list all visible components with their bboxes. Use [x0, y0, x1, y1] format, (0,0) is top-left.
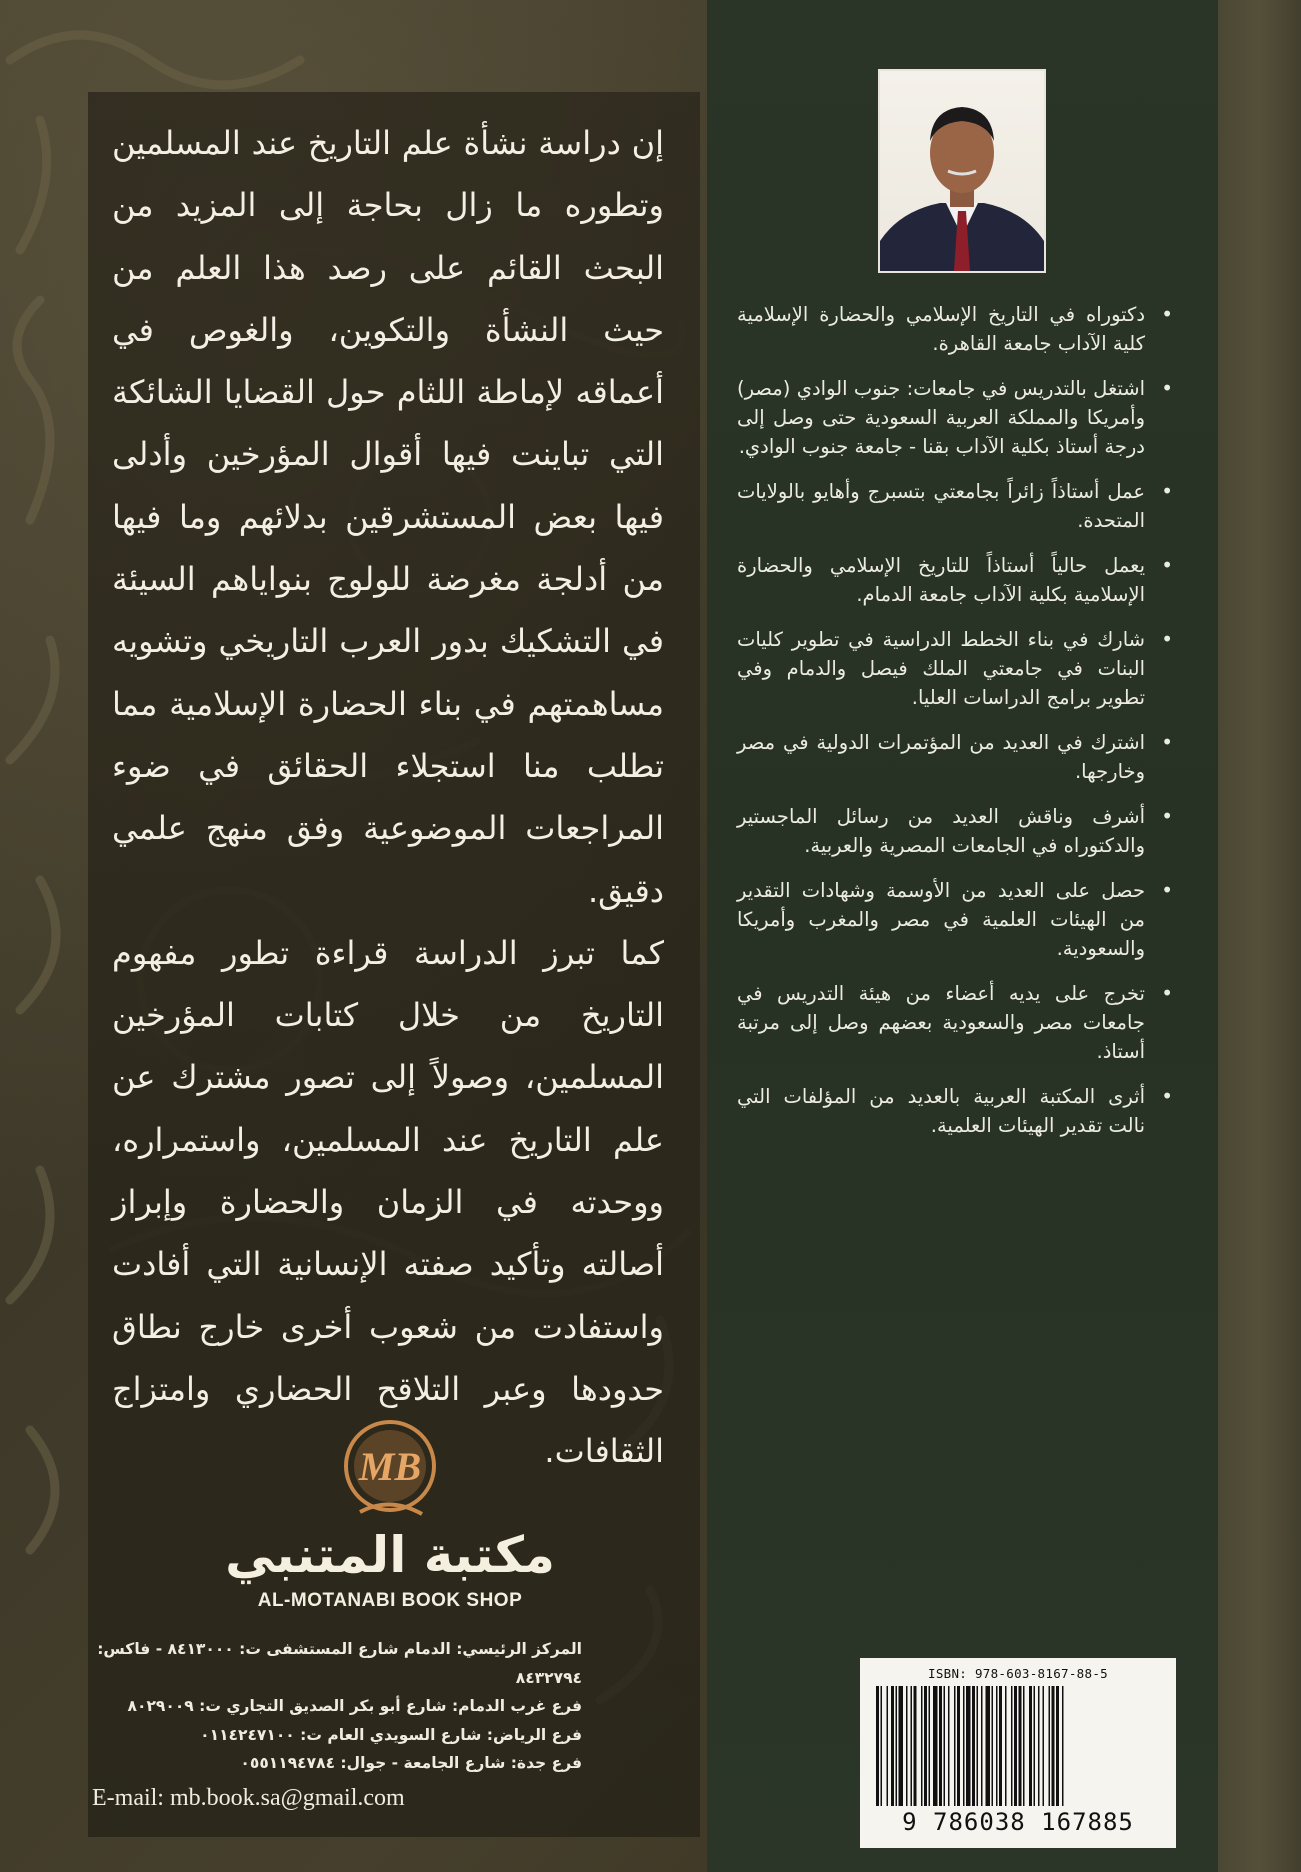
barcode-bar [1011, 1686, 1013, 1806]
bio-item [737, 551, 1177, 609]
publisher-email: E-mail: mb.book.sa@gmail.com [92, 1785, 405, 1811]
bio-item [737, 374, 1177, 461]
bio-item [737, 802, 1177, 860]
bio-item [737, 1082, 1177, 1140]
barcode-bar [1043, 1686, 1045, 1806]
barcode-bar [1056, 1686, 1059, 1806]
bio-item [737, 477, 1177, 535]
barcode-bar [1052, 1686, 1055, 1806]
bio-item-text: اشترك في العديد من المؤتمرات الدولية في مصر وخارجها. [737, 731, 1145, 783]
barcode-bar [1029, 1686, 1032, 1806]
publisher-name-arabic: مكتبة المتنبي [225, 1526, 555, 1584]
bullet-icon: • [1161, 553, 1173, 577]
barcode-bar [957, 1686, 960, 1806]
barcode-bar [881, 1686, 883, 1806]
bullet-icon: • [1161, 981, 1173, 1005]
barcode-bar [1049, 1686, 1051, 1806]
address-line: فرع غرب الدمام: شارع أبو بكر الصديق التجاري ت: ٨٠٢٩٠٠٩ [127, 1697, 582, 1715]
barcode-bar [1062, 1686, 1064, 1806]
bio-item-text: شارك في بناء الخطط الدراسية في تطوير كليات البنات في جامعتي الملك فيصل والدمام وفي تطوير برامج الدراسات العليا. [737, 628, 1145, 709]
barcode-bar [999, 1686, 1002, 1806]
publisher-addresses [92, 1635, 582, 1778]
bio-item-text: أشرف وناقش العديد من رسائل الماجستير والدكتوراه في الجامعات المصرية والعربية. [737, 805, 1145, 857]
barcode-number: 9 786038 167885 [902, 1808, 1134, 1836]
bullet-icon: • [1161, 627, 1173, 651]
bio-item-text: عمل أستاذاً زائراً بجامعتي بتسبرج وأهايو بالولايات المتحدة. [737, 480, 1145, 532]
bullet-icon: • [1161, 479, 1173, 503]
author-photo [878, 69, 1046, 273]
bullet-icon: • [1161, 1084, 1173, 1108]
barcode-bar [963, 1686, 965, 1806]
barcode-icon [872, 1686, 1164, 1808]
author-bio-list [737, 300, 1177, 1156]
barcode-bar [896, 1686, 898, 1806]
blurb-paragraph-1: إن دراسة نشأة علم التاريخ عند المسلمين وتطوره ما زال بحاجة إلى المزيد من البحث القائم على رصد هذا العلم من حيث النشأة والتكوين، والغوص في أعماقه لإماطة اللثام حول القضايا الشائكة التي تباينت فيها أقوال المؤرخين وأدلى فيها بعض المستشرقين بدلائهم وما فيها من أدلجة مغرضة للولوج بنواياهم السيئة في التشكيك بدور العرب التاريخي وتشويه مساهمتهم في بناء الحضارة الإسلامية مما تطلب منا استجلاء الحقائق في ضوء المراجعات الموضوعية وفق منهج علمي دقيق. [112, 124, 664, 910]
bio-item-text: تخرج على يديه أعضاء من هيئة التدريس في جامعات مصر والسعودية بعضهم وصل إلى مرتبة أستاذ. [737, 982, 1145, 1063]
address-line: فرع جدة: شارع الجامعة - جوال: ٠٥٥١١٩٤٧٨٤ [240, 1754, 582, 1772]
barcode-bar [876, 1686, 879, 1806]
barcode-bar [992, 1686, 994, 1806]
logo-letters: MB [358, 1444, 422, 1489]
barcode-bar [887, 1686, 889, 1806]
bio-item-text: حصل على العديد من الأوسمة وشهادات التقدير من الهيئات العلمية في مصر والمغرب وأمريكا والسعودية. [737, 879, 1145, 960]
barcode-bar [1014, 1686, 1017, 1806]
barcode-bar [1034, 1686, 1036, 1806]
barcode-bar [899, 1686, 904, 1806]
barcode-bar [981, 1686, 983, 1806]
bullet-icon: • [1161, 804, 1173, 828]
barcode-bar [996, 1686, 998, 1806]
bullet-icon: • [1161, 376, 1173, 400]
author-portrait-image [880, 71, 1044, 271]
bullet-icon: • [1161, 878, 1173, 902]
bio-item-text: دكتوراه في التاريخ الإسلامي والحضارة الإسلامية كلية الآداب جامعة القاهرة. [737, 303, 1145, 355]
bullet-icon: • [1161, 730, 1173, 754]
barcode-bar [1005, 1686, 1007, 1806]
barcode-bar [911, 1686, 913, 1806]
barcode-bar [1023, 1686, 1025, 1806]
barcode-bar [914, 1686, 917, 1806]
barcode-bar [933, 1686, 938, 1806]
barcode-bar [944, 1686, 946, 1806]
barcode-bar [939, 1686, 942, 1806]
barcode-bar [1019, 1686, 1022, 1806]
bio-item [737, 876, 1177, 963]
address-line: فرع الرياض: شارع السويدي العام ت: ٠١١٤٢٤٧١٠٠ [200, 1725, 582, 1744]
bio-item-text: اشتغل بالتدريس في جامعات: جنوب الوادي (مصر) وأمريكا والمملكة العربية السعودية حتى وصل إلى درجة أستاذ بكلية الآداب بقنا - جامعة جنوب الوادي. [737, 377, 1145, 458]
bullet-icon: • [1161, 302, 1173, 326]
barcode-bar [986, 1686, 991, 1806]
publisher-logo-icon [330, 1416, 450, 1526]
blurb-paragraph-2: كما تبرز الدراسة قراءة تطور مفهوم التاريخ من خلال كتابات المؤرخين المسلمين، وصولاً إلى تصور مشترك عن علم التاريخ عند المسلمين، واستمراره، ووحدته في الزمان والحضارة وإبراز أصالته وتأكيد صفته الإنسانية التي أفادت واستفادت من شعوب أخرى خارج نطاق حدودها وعبر التلاقح الحضاري وامتزاج الثقافات. [112, 933, 664, 1471]
bio-item [737, 979, 1177, 1066]
book-blurb [112, 112, 664, 1483]
spine-edge [1218, 0, 1301, 1872]
barcode-bar [924, 1686, 927, 1806]
bio-item-text: يعمل حالياً أستاذاً للتاريخ الإسلامي والحضارة الإسلامية بكلية الآداب جامعة الدمام. [737, 554, 1145, 606]
address-line: المركز الرئيسي: الدمام شارع المستشفى ت: ٨٤١٣٠٠٠ - فاكس: ٨٤٣٢٧٩٤ [97, 1640, 582, 1687]
barcode-bar [972, 1686, 975, 1806]
barcode-bar [921, 1686, 923, 1806]
publisher-name-english: AL-MOTANABI BOOK SHOP [257, 1590, 523, 1611]
barcode-bar [1038, 1686, 1040, 1806]
barcode-bar [966, 1686, 971, 1806]
bio-item-text: أثرى المكتبة العربية بالعديد من المؤلفات التي نالت تقدير الهيئات العلمية. [737, 1085, 1145, 1137]
barcode-bar [948, 1686, 950, 1806]
barcode-bar [891, 1686, 894, 1806]
bio-item [737, 300, 1177, 358]
barcode-bar [977, 1686, 979, 1806]
barcode-box [860, 1658, 1176, 1848]
bio-item [737, 728, 1177, 786]
barcode-bar [906, 1686, 908, 1806]
barcode-bar [929, 1686, 931, 1806]
isbn-label: ISBN: 978-603-8167-88-5 [928, 1666, 1108, 1681]
barcode-bar [954, 1686, 956, 1806]
bio-item [737, 625, 1177, 712]
